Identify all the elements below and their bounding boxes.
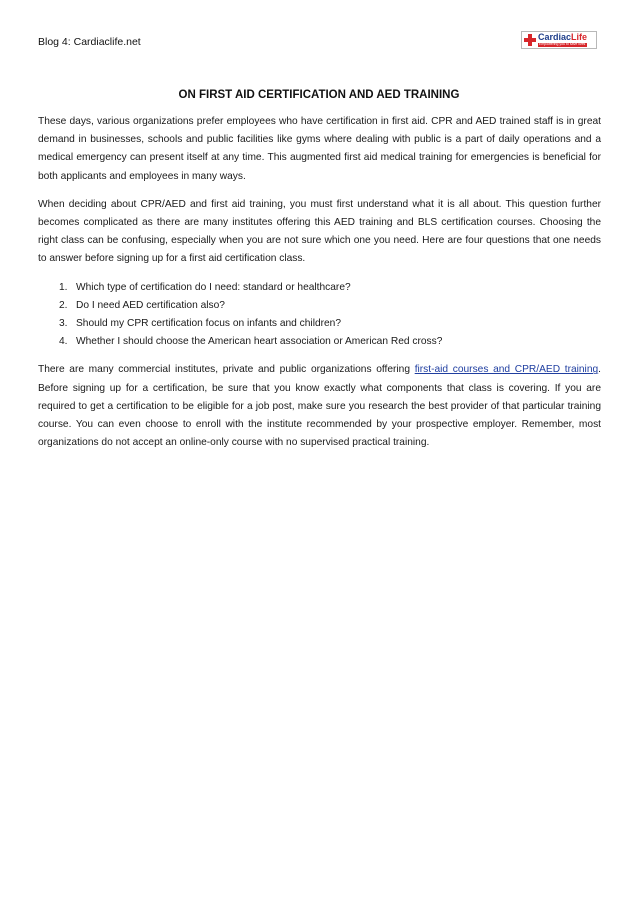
list-number: 1. bbox=[59, 281, 68, 293]
list-number: 2. bbox=[59, 299, 68, 311]
cardiaclife-logo[interactable] bbox=[521, 31, 597, 49]
list-item bbox=[38, 279, 601, 297]
list-text: Which type of certification do I need: standard or healthcare? bbox=[76, 281, 351, 293]
document-body bbox=[38, 113, 601, 452]
paragraph-text-before-link: There are many commercial institutes, private and public organizations offering bbox=[38, 364, 415, 376]
list-number: 3. bbox=[59, 318, 68, 330]
logo-text-block bbox=[538, 33, 587, 47]
logo-name-part2: Life bbox=[571, 32, 588, 43]
questions-list bbox=[38, 279, 601, 352]
first-aid-courses-link[interactable]: first-aid courses and CPR/AED training bbox=[414, 364, 599, 376]
logo-tagline: Empowering you to save lives bbox=[539, 42, 586, 47]
document-title: ON FIRST AID CERTIFICATION AND AED TRAINING bbox=[178, 89, 460, 101]
paragraph-deciding: When deciding about CPR/AED and first aid training, you must first understand what it is all about. This question further becomes complicated as there are many institutes offering this AED training and BLS certification courses. Choosing the right class can be confusing, especially when you are not sure which one you need. Here are four questions that one needs to answer before signing up for a first aid certification class. bbox=[38, 198, 601, 265]
logo-wordmark bbox=[538, 33, 587, 42]
list-item bbox=[38, 315, 601, 333]
list-item bbox=[38, 297, 601, 315]
logo-name-part1: Cardiac bbox=[538, 32, 572, 43]
list-text: Whether I should choose the American heart association or American Red cross? bbox=[76, 336, 443, 348]
blog-header-label: Blog 4: Cardiaclife.net bbox=[38, 36, 141, 48]
list-text: Should my CPR certification focus on infants and children? bbox=[76, 318, 342, 330]
list-item bbox=[38, 333, 601, 351]
medical-cross-icon bbox=[524, 34, 536, 46]
paragraph-institutes bbox=[38, 361, 601, 452]
list-text: Do I need AED certification also? bbox=[76, 299, 225, 311]
list-number: 4. bbox=[59, 336, 68, 348]
paragraph-intro: These days, various organizations prefer employees who have certification in first aid. CPR and AED trained staff is in great demand in businesses, schools and public facilities like gyms where dealing with public is a part of daily operations and a medical emergency can present itself at any time. This augmented first aid medical training for emergencies is beneficial for both applicants and employees in many ways. bbox=[38, 116, 601, 182]
paragraph-text-after-link: . Before signing up for a certification, be sure that you know exactly what components that class is covering. If you are required to get a certification to be eligible for a job post, make sure you research the best provider of that particular training course. You can even choose to enroll with the institute recommended by your prospective employer. Remember, most organizations do not accept an online-only course with no supervised practical training. bbox=[38, 364, 601, 449]
